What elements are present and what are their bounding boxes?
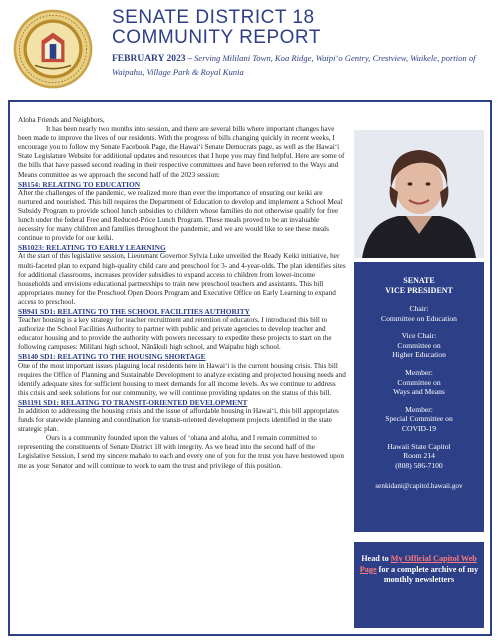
closing-paragraph: Ours is a community founded upon the values of ‘ohana and aloha, and I remain committed to representing the constituents of Senate District 18 with integrity. As we head into the second half of the Legislative Session, I send my sincere mahalo to each and every one of you for the trust you have bestowed upon me as your Senator and will continue to work to earn the trust and privilege of this position.: [18, 434, 344, 470]
newsletter-title: [112, 8, 492, 48]
member-block-2: [354, 405, 484, 434]
service-areas: Serving Mililani Town, Koa Ridge, Waipi‘o Gentry, Crestview, Waikele, portion of Waipahu, Village Park & Royal Kunia: [112, 53, 476, 77]
newsletter-header: [0, 0, 500, 96]
bill-heading-sb154[interactable]: SB154: RELATING TO EDUCATION: [18, 179, 141, 189]
web-page-promo: [354, 542, 484, 628]
address-line-1: Hawaii State Capitol: [387, 441, 451, 451]
bill-text-sb140: One of the most important issues plaguing local residents here in Hawai‘i is the current housing crisis. This bill requires the Office of Planning and Sustainable Development to analyze existing and projected housing needs and identify adequate sites for sufficient housing to meet demands for all income levels. As we continue to address this crisis and seek solutions for our community, we will continue providing updates on the status of this bill.: [18, 361, 346, 397]
capitol-web-page-link[interactable]: My Official Capitol Web Page: [359, 554, 477, 574]
vice-chair-block: [354, 331, 484, 360]
senator-portrait: [354, 130, 484, 258]
greeting: Aloha Friends and Neighbors,: [18, 116, 105, 124]
title-line-2: COMMUNITY REPORT: [112, 27, 321, 48]
role-vice-president: VICE PRESIDENT: [385, 286, 453, 295]
newsletter-subtitle: [112, 52, 492, 79]
member-value-1a: Committee on: [397, 377, 441, 387]
address-line-2: Room 214: [403, 451, 435, 461]
member-block-1: [354, 368, 484, 397]
role-senate: SENATE: [403, 276, 435, 285]
intro-paragraph: It has been nearly two months into session, and there are several bills where important changes have been made to improve the lives of our residents. With the progress of bills changing quickly in recent weeks, I encourage you to follow my Senate Facebook Page, the Hawai‘i Senate Democrats page, as well as the Hawai‘i State Legislature Website for additional updates and resources that I hope you may find helpful. Here are some of the bills that have passed second reading in their respective committees and have been referred to the Ways and Means committee as we approach the second half of the 2023 session:: [18, 125, 345, 179]
address-block: [354, 442, 484, 471]
member-value-1b: Ways and Means: [393, 387, 445, 397]
bill-text-sb941: Teacher housing is a key strategy for teacher recruitment and retention of educators. I introduced this bill to authorize the School Facilities Authority to partner with public and private agencies to develop teacher and educator housing and to provide the authority with powers necessary to expedite these projects to start on the following campuses: Mililani high school, Nānākuli high school, and Waipahu high school.: [18, 316, 332, 352]
state-seal-icon: [12, 8, 94, 90]
subtitle-dash: –: [187, 53, 192, 63]
bill-heading-sb1191[interactable]: SB1191 SD1: RELATING TO TRANSIT-ORIENTED DEVELOPMENT: [18, 397, 248, 407]
bill-text-sb154: After the challenges of the pandemic, we realized more than ever the importance of ensuring our keiki are nurtured and nourished. This bill requires the Department of Education to develop and implement a School Meal Subsidy Program to provide school lunch subsidies to children whose families do not otherwise qualify for free lunch under the federal Free and Reduced-Price Lunch Program. These meals proved to be an invaluable necessity for many children and families throughout the pandemic, and we are would like to see these meals continue to provide for our keiki.: [18, 188, 343, 243]
email-link[interactable]: senkidani@capitol.hawaii.gov: [375, 482, 463, 491]
portrait-illustration: [354, 130, 484, 258]
vice-chair-label: Vice Chair:: [401, 331, 437, 341]
bill-text-sb1023: At the start of this legislative session, Lieutenant Governor Sylvia Luke unveiled the Ready Keiki initiative, her multi-faceted plan to expand high-quality child care and preschool for 3- and 4-year-olds. The plan identifies sites for additional classrooms, increases provider subsidies to expand access to children from lower-income households and envisions educational partnerships to train new preschool teachers and assistants. This bill appropriates money for the Preschool Open Doors Program and Executive Office on Early Learning to expand access to preschool.: [18, 252, 346, 306]
promo-rest: for a complete archive of my monthly newsletters: [378, 564, 479, 585]
phone-number: (808) 586-7100: [395, 460, 443, 470]
chair-value: Committee on Education: [381, 313, 457, 323]
bill-heading-sb140[interactable]: SB140 SD1: RELATING TO THE HOUSING SHORTAGE: [18, 352, 206, 362]
member-value-2a: Special Committee on: [385, 414, 453, 424]
title-line-1: SENATE DISTRICT 18: [112, 7, 315, 28]
senator-info-panel: [354, 262, 484, 532]
member-label-1: Member:: [405, 367, 433, 377]
chair-label: Chair:: [409, 304, 429, 313]
bill-heading-sb941[interactable]: SB941 SD1: RELATING TO THE SCHOOL FACILITIES AUTHORITY: [18, 306, 250, 316]
member-label-2: Member:: [405, 404, 433, 414]
promo-lead: Head to: [361, 554, 389, 563]
vice-chair-value-1: Committee on: [397, 340, 441, 350]
letter-body: [18, 116, 346, 471]
chair-block: [354, 304, 484, 323]
bill-heading-sb1023[interactable]: SB1023: RELATING TO EARLY LEARNING: [18, 243, 166, 253]
member-value-2b: COVID-19: [401, 423, 437, 433]
issue-month: FEBRUARY 2023: [112, 54, 186, 64]
bill-text-sb1191: In addition to addressing the housing crisis and the issue of affordable housing in Hawai‘i, this bill appropriates funds for statewide planning and coordination for transit-oriented development projects identified in the state strategic plan.: [18, 407, 339, 434]
vice-chair-value-2: Higher Education: [392, 350, 446, 360]
